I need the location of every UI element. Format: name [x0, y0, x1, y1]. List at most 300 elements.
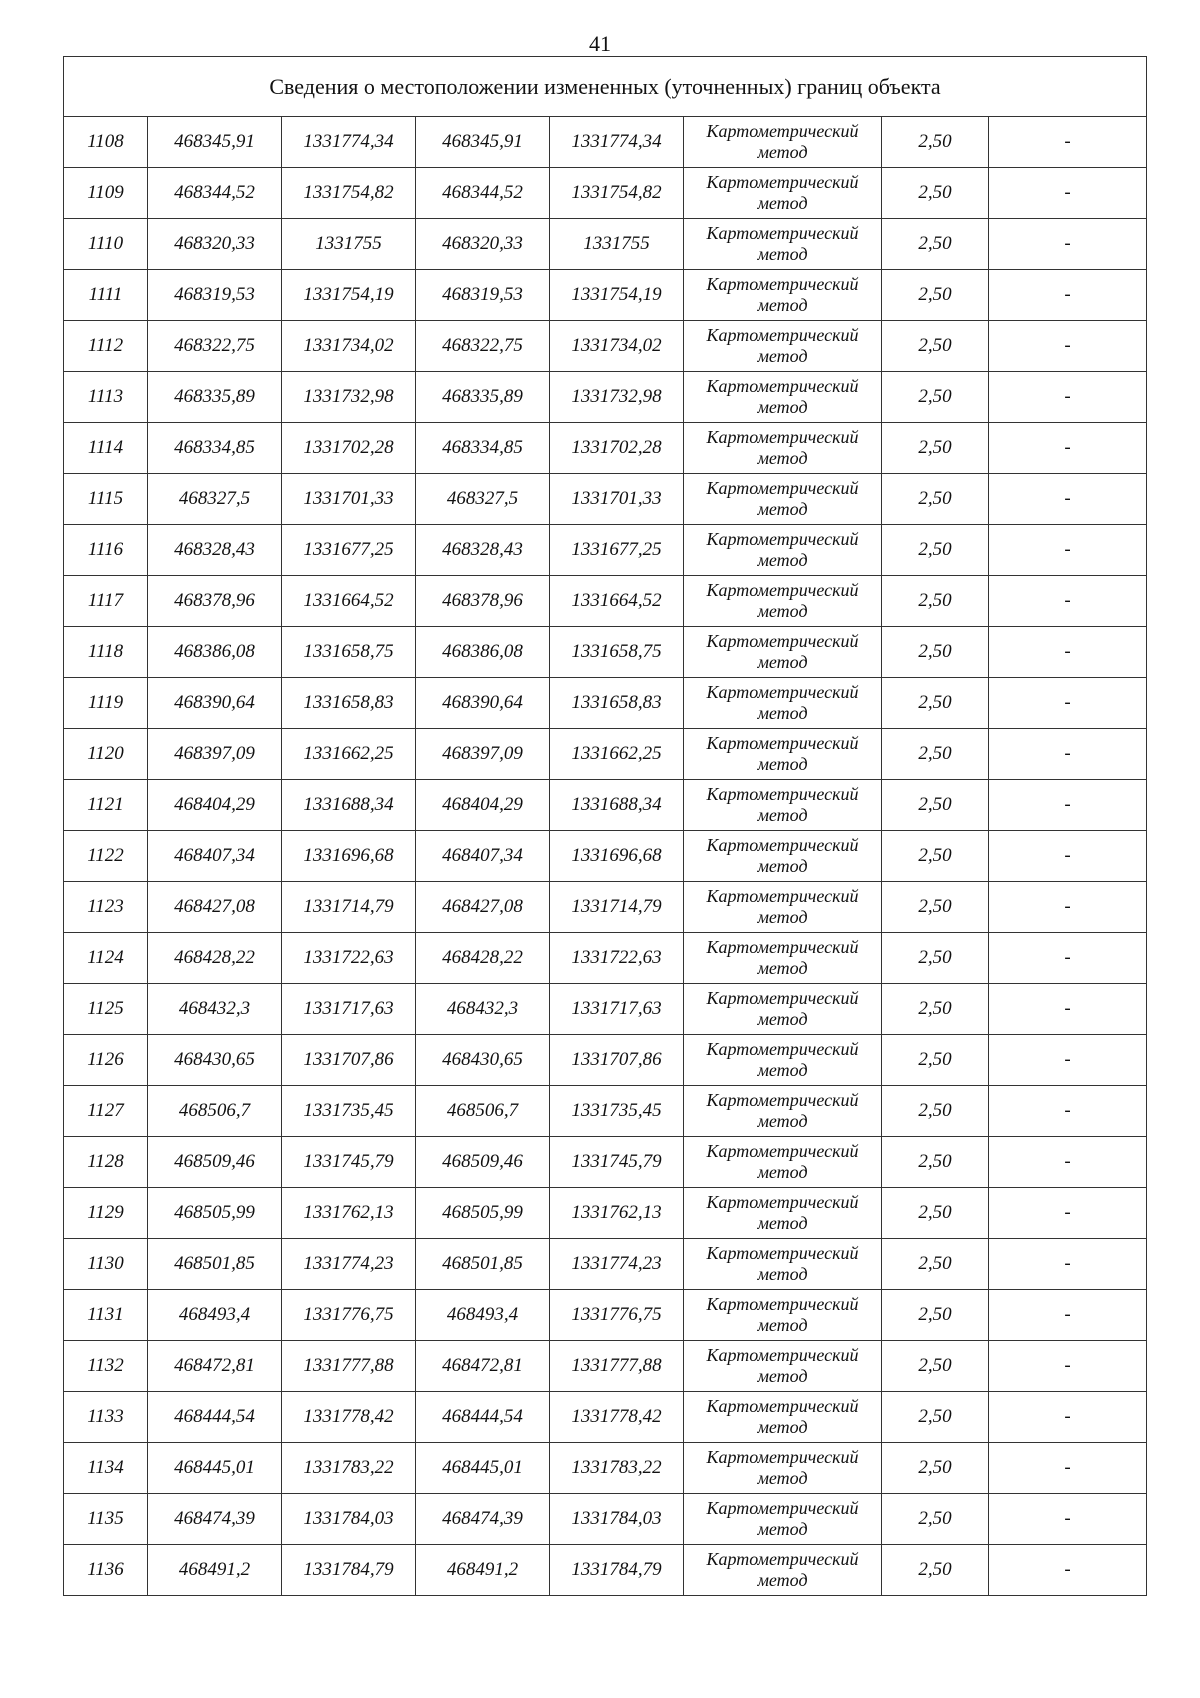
- existing-y-cell: 1331783,22: [282, 1443, 416, 1494]
- existing-y-cell: 1331776,75: [282, 1290, 416, 1341]
- refined-x-cell: 468344,52: [416, 168, 550, 219]
- note-cell: -: [989, 372, 1147, 423]
- existing-x-cell: 468335,89: [148, 372, 282, 423]
- accuracy-cell: 2,50: [882, 321, 989, 372]
- boundary-coordinates-table: [63, 56, 1147, 1596]
- refined-x-cell: 468432,3: [416, 984, 550, 1035]
- method-line-2: метод: [757, 754, 808, 774]
- method-cell: [684, 1086, 882, 1137]
- existing-x-cell: 468319,53: [148, 270, 282, 321]
- method-line-1: Картометрический: [706, 1345, 859, 1365]
- existing-y-cell: 1331658,75: [282, 627, 416, 678]
- method-line-1: Картометрический: [706, 376, 859, 396]
- refined-x-cell: 468509,46: [416, 1137, 550, 1188]
- note-cell: -: [989, 1239, 1147, 1290]
- table-title: Сведения о местоположении измененных (уточненных) границ объекта: [64, 57, 1147, 117]
- point-number-cell: 1116: [64, 525, 148, 576]
- refined-y-cell: 1331774,23: [550, 1239, 684, 1290]
- point-number-cell: 1135: [64, 1494, 148, 1545]
- refined-x-cell: 468378,96: [416, 576, 550, 627]
- method-line-1: Картометрический: [706, 325, 859, 345]
- existing-x-cell: 468506,7: [148, 1086, 282, 1137]
- accuracy-cell: 2,50: [882, 1443, 989, 1494]
- existing-x-cell: 468491,2: [148, 1545, 282, 1596]
- accuracy-cell: 2,50: [882, 627, 989, 678]
- refined-x-cell: 468444,54: [416, 1392, 550, 1443]
- existing-x-cell: 468344,52: [148, 168, 282, 219]
- refined-y-cell: 1331754,82: [550, 168, 684, 219]
- method-line-2: метод: [757, 703, 808, 723]
- note-cell: -: [989, 321, 1147, 372]
- table-row: [64, 1086, 1147, 1137]
- note-cell: -: [989, 984, 1147, 1035]
- refined-y-cell: 1331677,25: [550, 525, 684, 576]
- refined-y-cell: 1331762,13: [550, 1188, 684, 1239]
- existing-y-cell: 1331735,45: [282, 1086, 416, 1137]
- point-number-cell: 1126: [64, 1035, 148, 1086]
- note-cell: -: [989, 1341, 1147, 1392]
- method-line-1: Картометрический: [706, 1192, 859, 1212]
- point-number-cell: 1119: [64, 678, 148, 729]
- table-row: [64, 1137, 1147, 1188]
- method-cell: [684, 270, 882, 321]
- accuracy-cell: 2,50: [882, 117, 989, 168]
- point-number-cell: 1108: [64, 117, 148, 168]
- existing-x-cell: 468501,85: [148, 1239, 282, 1290]
- refined-y-cell: 1331784,79: [550, 1545, 684, 1596]
- method-line-2: метод: [757, 1468, 808, 1488]
- method-cell: [684, 627, 882, 678]
- refined-x-cell: 468345,91: [416, 117, 550, 168]
- existing-y-cell: 1331701,33: [282, 474, 416, 525]
- refined-y-cell: 1331774,34: [550, 117, 684, 168]
- existing-y-cell: 1331778,42: [282, 1392, 416, 1443]
- refined-x-cell: 468493,4: [416, 1290, 550, 1341]
- refined-x-cell: 468334,85: [416, 423, 550, 474]
- existing-y-cell: 1331664,52: [282, 576, 416, 627]
- refined-x-cell: 468386,08: [416, 627, 550, 678]
- accuracy-cell: 2,50: [882, 1137, 989, 1188]
- refined-x-cell: 468474,39: [416, 1494, 550, 1545]
- method-line-2: метод: [757, 1213, 808, 1233]
- point-number-cell: 1133: [64, 1392, 148, 1443]
- point-number-cell: 1111: [64, 270, 148, 321]
- table-row: [64, 168, 1147, 219]
- existing-y-cell: 1331717,63: [282, 984, 416, 1035]
- refined-y-cell: 1331662,25: [550, 729, 684, 780]
- refined-y-cell: 1331783,22: [550, 1443, 684, 1494]
- existing-x-cell: 468509,46: [148, 1137, 282, 1188]
- accuracy-cell: 2,50: [882, 1392, 989, 1443]
- method-cell: [684, 1494, 882, 1545]
- method-line-2: метод: [757, 1264, 808, 1284]
- existing-x-cell: 468407,34: [148, 831, 282, 882]
- note-cell: -: [989, 678, 1147, 729]
- refined-y-cell: 1331734,02: [550, 321, 684, 372]
- refined-y-cell: 1331745,79: [550, 1137, 684, 1188]
- existing-y-cell: 1331722,63: [282, 933, 416, 984]
- method-line-2: метод: [757, 1009, 808, 1029]
- existing-x-cell: 468493,4: [148, 1290, 282, 1341]
- note-cell: -: [989, 1494, 1147, 1545]
- table-body: [64, 117, 1147, 1596]
- existing-y-cell: 1331662,25: [282, 729, 416, 780]
- note-cell: -: [989, 1188, 1147, 1239]
- point-number-cell: 1115: [64, 474, 148, 525]
- method-line-1: Картометрический: [706, 682, 859, 702]
- point-number-cell: 1131: [64, 1290, 148, 1341]
- existing-x-cell: 468430,65: [148, 1035, 282, 1086]
- table-row: [64, 678, 1147, 729]
- method-cell: [684, 882, 882, 933]
- method-line-2: метод: [757, 295, 808, 315]
- existing-y-cell: 1331774,23: [282, 1239, 416, 1290]
- note-cell: -: [989, 1086, 1147, 1137]
- accuracy-cell: 2,50: [882, 474, 989, 525]
- accuracy-cell: 2,50: [882, 1494, 989, 1545]
- note-cell: -: [989, 168, 1147, 219]
- method-line-1: Картометрический: [706, 478, 859, 498]
- point-number-cell: 1127: [64, 1086, 148, 1137]
- table-row: [64, 576, 1147, 627]
- refined-y-cell: 1331658,75: [550, 627, 684, 678]
- existing-x-cell: 468386,08: [148, 627, 282, 678]
- method-line-1: Картометрический: [706, 886, 859, 906]
- point-number-cell: 1123: [64, 882, 148, 933]
- accuracy-cell: 2,50: [882, 423, 989, 474]
- method-line-1: Картометрический: [706, 1039, 859, 1059]
- accuracy-cell: 2,50: [882, 168, 989, 219]
- method-cell: [684, 423, 882, 474]
- point-number-cell: 1129: [64, 1188, 148, 1239]
- refined-x-cell: 468427,08: [416, 882, 550, 933]
- method-cell: [684, 1188, 882, 1239]
- method-line-2: метод: [757, 397, 808, 417]
- table-row: [64, 219, 1147, 270]
- point-number-cell: 1122: [64, 831, 148, 882]
- table-row: [64, 423, 1147, 474]
- point-number-cell: 1125: [64, 984, 148, 1035]
- existing-x-cell: 468322,75: [148, 321, 282, 372]
- point-number-cell: 1120: [64, 729, 148, 780]
- accuracy-cell: 2,50: [882, 729, 989, 780]
- point-number-cell: 1117: [64, 576, 148, 627]
- accuracy-cell: 2,50: [882, 882, 989, 933]
- accuracy-cell: 2,50: [882, 831, 989, 882]
- table-row: [64, 831, 1147, 882]
- refined-y-cell: 1331717,63: [550, 984, 684, 1035]
- existing-x-cell: 468472,81: [148, 1341, 282, 1392]
- method-line-2: метод: [757, 1417, 808, 1437]
- method-cell: [684, 1545, 882, 1596]
- method-line-1: Картометрический: [706, 274, 859, 294]
- existing-y-cell: 1331688,34: [282, 780, 416, 831]
- method-cell: [684, 1443, 882, 1494]
- existing-x-cell: 468505,99: [148, 1188, 282, 1239]
- accuracy-cell: 2,50: [882, 933, 989, 984]
- table-row: [64, 729, 1147, 780]
- refined-x-cell: 468335,89: [416, 372, 550, 423]
- note-cell: -: [989, 1137, 1147, 1188]
- method-line-1: Картометрический: [706, 1498, 859, 1518]
- accuracy-cell: 2,50: [882, 1188, 989, 1239]
- method-cell: [684, 576, 882, 627]
- existing-x-cell: 468390,64: [148, 678, 282, 729]
- existing-y-cell: 1331774,34: [282, 117, 416, 168]
- method-line-1: Картометрический: [706, 631, 859, 651]
- existing-x-cell: 468328,43: [148, 525, 282, 576]
- method-line-1: Картометрический: [706, 223, 859, 243]
- refined-y-cell: 1331755: [550, 219, 684, 270]
- method-line-2: метод: [757, 550, 808, 570]
- method-cell: [684, 831, 882, 882]
- method-line-1: Картометрический: [706, 1396, 859, 1416]
- method-line-1: Картометрический: [706, 1243, 859, 1263]
- table-row: [64, 780, 1147, 831]
- method-line-1: Картометрический: [706, 937, 859, 957]
- refined-y-cell: 1331732,98: [550, 372, 684, 423]
- point-number-cell: 1110: [64, 219, 148, 270]
- accuracy-cell: 2,50: [882, 525, 989, 576]
- existing-y-cell: 1331745,79: [282, 1137, 416, 1188]
- method-line-2: метод: [757, 499, 808, 519]
- accuracy-cell: 2,50: [882, 1290, 989, 1341]
- method-line-2: метод: [757, 244, 808, 264]
- existing-y-cell: 1331754,19: [282, 270, 416, 321]
- table-row: [64, 1239, 1147, 1290]
- method-cell: [684, 984, 882, 1035]
- note-cell: -: [989, 117, 1147, 168]
- refined-x-cell: 468491,2: [416, 1545, 550, 1596]
- existing-x-cell: 468444,54: [148, 1392, 282, 1443]
- method-line-2: метод: [757, 1570, 808, 1590]
- method-line-1: Картометрический: [706, 733, 859, 753]
- refined-y-cell: 1331658,83: [550, 678, 684, 729]
- existing-y-cell: 1331707,86: [282, 1035, 416, 1086]
- existing-x-cell: 468404,29: [148, 780, 282, 831]
- refined-y-cell: 1331784,03: [550, 1494, 684, 1545]
- method-cell: [684, 780, 882, 831]
- existing-y-cell: 1331696,68: [282, 831, 416, 882]
- method-line-1: Картометрический: [706, 1294, 859, 1314]
- refined-x-cell: 468322,75: [416, 321, 550, 372]
- accuracy-cell: 2,50: [882, 984, 989, 1035]
- note-cell: -: [989, 1392, 1147, 1443]
- refined-x-cell: 468506,7: [416, 1086, 550, 1137]
- existing-y-cell: 1331777,88: [282, 1341, 416, 1392]
- method-line-1: Картометрический: [706, 988, 859, 1008]
- point-number-cell: 1109: [64, 168, 148, 219]
- refined-y-cell: 1331778,42: [550, 1392, 684, 1443]
- method-line-2: метод: [757, 601, 808, 621]
- note-cell: -: [989, 882, 1147, 933]
- refined-x-cell: 468430,65: [416, 1035, 550, 1086]
- point-number-cell: 1118: [64, 627, 148, 678]
- refined-x-cell: 468319,53: [416, 270, 550, 321]
- refined-x-cell: 468505,99: [416, 1188, 550, 1239]
- method-line-2: метод: [757, 142, 808, 162]
- existing-x-cell: 468397,09: [148, 729, 282, 780]
- note-cell: -: [989, 219, 1147, 270]
- accuracy-cell: 2,50: [882, 1239, 989, 1290]
- method-cell: [684, 525, 882, 576]
- table-row: [64, 984, 1147, 1035]
- refined-y-cell: 1331702,28: [550, 423, 684, 474]
- method-line-1: Картометрический: [706, 835, 859, 855]
- method-line-2: метод: [757, 652, 808, 672]
- point-number-cell: 1132: [64, 1341, 148, 1392]
- refined-x-cell: 468428,22: [416, 933, 550, 984]
- existing-y-cell: 1331702,28: [282, 423, 416, 474]
- note-cell: -: [989, 474, 1147, 525]
- note-cell: -: [989, 1443, 1147, 1494]
- method-line-1: Картометрический: [706, 1141, 859, 1161]
- method-cell: [684, 1239, 882, 1290]
- existing-y-cell: 1331714,79: [282, 882, 416, 933]
- accuracy-cell: 2,50: [882, 576, 989, 627]
- existing-y-cell: 1331755: [282, 219, 416, 270]
- point-number-cell: 1113: [64, 372, 148, 423]
- refined-y-cell: 1331696,68: [550, 831, 684, 882]
- refined-x-cell: 468445,01: [416, 1443, 550, 1494]
- point-number-cell: 1114: [64, 423, 148, 474]
- table-row: [64, 525, 1147, 576]
- method-line-1: Картометрический: [706, 580, 859, 600]
- page-number: 41: [589, 31, 611, 56]
- accuracy-cell: 2,50: [882, 1545, 989, 1596]
- note-cell: -: [989, 270, 1147, 321]
- accuracy-cell: 2,50: [882, 219, 989, 270]
- existing-y-cell: 1331784,79: [282, 1545, 416, 1596]
- method-line-2: метод: [757, 1519, 808, 1539]
- refined-y-cell: 1331722,63: [550, 933, 684, 984]
- table-row: [64, 1188, 1147, 1239]
- note-cell: -: [989, 525, 1147, 576]
- method-cell: [684, 117, 882, 168]
- existing-x-cell: 468327,5: [148, 474, 282, 525]
- refined-x-cell: 468472,81: [416, 1341, 550, 1392]
- existing-y-cell: 1331754,82: [282, 168, 416, 219]
- note-cell: -: [989, 933, 1147, 984]
- existing-x-cell: 468378,96: [148, 576, 282, 627]
- existing-x-cell: 468428,22: [148, 933, 282, 984]
- refined-x-cell: 468501,85: [416, 1239, 550, 1290]
- existing-x-cell: 468334,85: [148, 423, 282, 474]
- method-cell: [684, 1392, 882, 1443]
- method-line-2: метод: [757, 1111, 808, 1131]
- note-cell: -: [989, 1035, 1147, 1086]
- method-cell: [684, 372, 882, 423]
- method-cell: [684, 1341, 882, 1392]
- existing-x-cell: 468427,08: [148, 882, 282, 933]
- method-cell: [684, 729, 882, 780]
- existing-y-cell: 1331784,03: [282, 1494, 416, 1545]
- method-line-1: Картометрический: [706, 1090, 859, 1110]
- accuracy-cell: 2,50: [882, 1086, 989, 1137]
- method-line-2: метод: [757, 1315, 808, 1335]
- method-cell: [684, 474, 882, 525]
- method-cell: [684, 168, 882, 219]
- existing-x-cell: 468320,33: [148, 219, 282, 270]
- table-row: [64, 372, 1147, 423]
- method-line-1: Картометрический: [706, 427, 859, 447]
- method-line-1: Картометрический: [706, 172, 859, 192]
- refined-y-cell: 1331777,88: [550, 1341, 684, 1392]
- accuracy-cell: 2,50: [882, 780, 989, 831]
- point-number-cell: 1124: [64, 933, 148, 984]
- existing-x-cell: 468445,01: [148, 1443, 282, 1494]
- refined-y-cell: 1331688,34: [550, 780, 684, 831]
- refined-y-cell: 1331776,75: [550, 1290, 684, 1341]
- refined-y-cell: 1331701,33: [550, 474, 684, 525]
- refined-y-cell: 1331735,45: [550, 1086, 684, 1137]
- existing-y-cell: 1331762,13: [282, 1188, 416, 1239]
- method-line-2: метод: [757, 1366, 808, 1386]
- method-cell: [684, 1290, 882, 1341]
- method-line-2: метод: [757, 907, 808, 927]
- method-line-1: Картометрический: [706, 784, 859, 804]
- accuracy-cell: 2,50: [882, 372, 989, 423]
- method-line-2: метод: [757, 448, 808, 468]
- method-line-2: метод: [757, 346, 808, 366]
- note-cell: -: [989, 576, 1147, 627]
- method-line-1: Картометрический: [706, 529, 859, 549]
- refined-x-cell: 468327,5: [416, 474, 550, 525]
- existing-x-cell: 468474,39: [148, 1494, 282, 1545]
- table-row: [64, 1545, 1147, 1596]
- note-cell: -: [989, 780, 1147, 831]
- note-cell: -: [989, 423, 1147, 474]
- point-number-cell: 1134: [64, 1443, 148, 1494]
- method-line-1: Картометрический: [706, 1447, 859, 1467]
- method-line-1: Картометрический: [706, 1549, 859, 1569]
- refined-x-cell: 468390,64: [416, 678, 550, 729]
- method-line-1: Картометрический: [706, 121, 859, 141]
- refined-y-cell: 1331714,79: [550, 882, 684, 933]
- method-line-2: метод: [757, 193, 808, 213]
- refined-x-cell: 468397,09: [416, 729, 550, 780]
- table-row: [64, 270, 1147, 321]
- accuracy-cell: 2,50: [882, 1035, 989, 1086]
- table-row: [64, 117, 1147, 168]
- existing-y-cell: 1331658,83: [282, 678, 416, 729]
- existing-y-cell: 1331732,98: [282, 372, 416, 423]
- method-line-2: метод: [757, 1060, 808, 1080]
- refined-x-cell: 468320,33: [416, 219, 550, 270]
- refined-y-cell: 1331707,86: [550, 1035, 684, 1086]
- point-number-cell: 1130: [64, 1239, 148, 1290]
- accuracy-cell: 2,50: [882, 678, 989, 729]
- method-cell: [684, 321, 882, 372]
- existing-x-cell: 468432,3: [148, 984, 282, 1035]
- method-line-2: метод: [757, 1162, 808, 1182]
- refined-y-cell: 1331664,52: [550, 576, 684, 627]
- method-cell: [684, 1137, 882, 1188]
- table-row: [64, 1035, 1147, 1086]
- accuracy-cell: 2,50: [882, 270, 989, 321]
- table-row: [64, 321, 1147, 372]
- method-line-2: метод: [757, 856, 808, 876]
- table-row: [64, 627, 1147, 678]
- method-cell: [684, 678, 882, 729]
- note-cell: -: [989, 831, 1147, 882]
- table-row: [64, 1494, 1147, 1545]
- table-row: [64, 882, 1147, 933]
- method-cell: [684, 219, 882, 270]
- note-cell: -: [989, 1545, 1147, 1596]
- point-number-cell: 1128: [64, 1137, 148, 1188]
- point-number-cell: 1112: [64, 321, 148, 372]
